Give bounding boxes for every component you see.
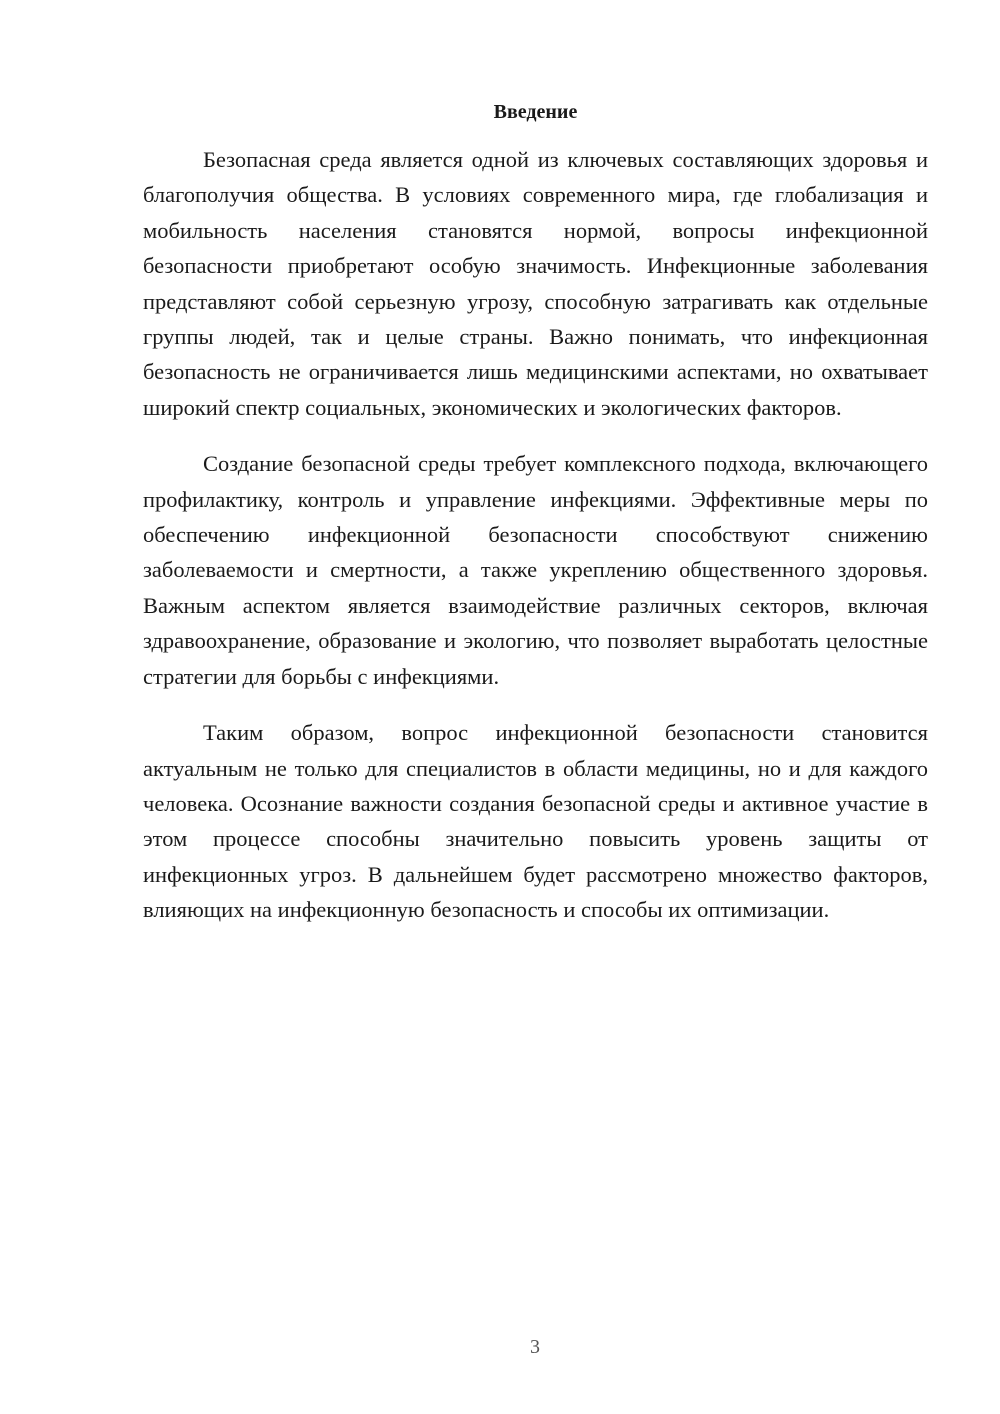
page-title: Введение	[493, 101, 578, 123]
paragraph-2: Создание безопасной среды требует комплексного подхода, включающего профилактику, контроль и управление инфекциями. Эффективные меры по обеспечению инфекционной безопасности способствуют снижению заболеваемости и смертности, а также укреплению общественного здоровья. Важным аспектом является взаимодействие различных секторов, включая здравоохранение, образование и экологию, что позволяет выработать целостные стратегии для борьбы с инфекциями.	[143, 451, 928, 689]
paragraph-3: Таким образом, вопрос инфекционной безопасности становится актуальным не только для специалистов в области медицины, но и для каждого человека. Осознание важности создания безопасной среды и активное участие в этом процессе способны значительно повысить уровень защиты от инфекционных угроз. В дальнейшем будет рассмотрено множество факторов, влияющих на инфекционную безопасность и способы их оптимизации.	[143, 720, 928, 923]
body-text	[143, 142, 928, 949]
paragraph-1: Безопасная среда является одной из ключевых составляющих здоровья и благополучия общества. В условиях современного мира, где глобализация и мобильность населения становятся нормой, вопросы инфекционной безопасности приобретают особую значимость. Инфекционные заболевания представляют собой серьезную угрозу, способную затрагивать как отдельные группы людей, так и целые страны. Важно понимать, что инфекционная безопасность не ограничивается лишь медицинскими аспектами, но охватывает широкий спектр социальных, экономических и экологических факторов.	[143, 147, 928, 420]
page-number: 3	[530, 1336, 540, 1358]
